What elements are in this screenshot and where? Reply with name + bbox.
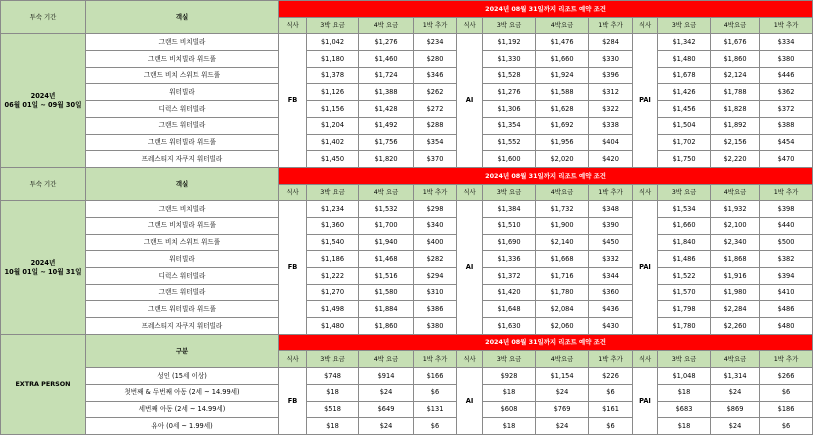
price-cell: $1,884 [359, 301, 414, 318]
price-cell: $1,668 [536, 251, 589, 268]
meal-column-header: 식사 [633, 351, 658, 368]
promo-banner: 2024년 08월 31일까지 리조트 예약 조건 [279, 1, 813, 18]
price-cell: $1,426 [658, 84, 711, 101]
price-cell: $400 [414, 234, 457, 251]
price-cell: $1,980 [711, 284, 760, 301]
price-cell: $748 [307, 368, 359, 385]
table-row [1, 84, 813, 101]
price-cell: $1,788 [711, 84, 760, 101]
extra-night-header: 1박 추가 [414, 17, 457, 34]
price-cell: $2,100 [711, 217, 760, 234]
price-cell: $1,360 [307, 217, 359, 234]
period-year: 2024년 [30, 92, 56, 101]
price-cell: $1,660 [536, 51, 589, 68]
price-cell: $1,724 [359, 67, 414, 84]
table-row [1, 134, 813, 151]
price-cell: $1,420 [483, 284, 536, 301]
price-cell: $2,060 [536, 318, 589, 335]
table-row [1, 67, 813, 84]
room-type-cell: 워터빌라 [86, 251, 279, 268]
price-cell: $334 [760, 34, 813, 51]
price-cell: $234 [414, 34, 457, 51]
extra-night-header: 1박 추가 [414, 184, 457, 201]
price-cell: $330 [589, 51, 633, 68]
price-cell: $24 [359, 384, 414, 401]
room-type-cell: 세번째 아동 (2세 ~ 14.99세) [86, 401, 279, 418]
rate-3-nights-header: 3박 요금 [658, 351, 711, 368]
price-cell: $1,192 [483, 34, 536, 51]
price-cell: $1,516 [359, 268, 414, 285]
table-row [1, 34, 813, 51]
room-type-cell: 성인 (15세 이상) [86, 368, 279, 385]
price-cell: $394 [760, 268, 813, 285]
price-cell: $410 [760, 284, 813, 301]
rate-4-nights-header: 4박 요금 [359, 351, 414, 368]
price-cell: $1,690 [483, 234, 536, 251]
price-cell: $310 [414, 284, 457, 301]
price-cell: $226 [589, 368, 633, 385]
rate-3-nights-header: 3박 요금 [307, 17, 359, 34]
price-cell: $404 [589, 134, 633, 151]
price-cell: $18 [483, 418, 536, 435]
meal-column-header: 식사 [279, 351, 307, 368]
price-cell: $1,336 [483, 251, 536, 268]
room-type-cell: 그랜드 비치빌라 [86, 34, 279, 51]
price-cell: $1,186 [307, 251, 359, 268]
room-header: 객실 [86, 167, 279, 200]
price-cell: $322 [589, 101, 633, 118]
price-cell: $1,860 [359, 318, 414, 335]
room-type-cell: 그랜드 워터빌라 위드풀 [86, 134, 279, 151]
price-cell: $382 [760, 251, 813, 268]
price-cell: $18 [307, 384, 359, 401]
price-cell: $1,532 [359, 201, 414, 218]
price-cell: $298 [414, 201, 457, 218]
price-cell: $1,306 [483, 101, 536, 118]
price-cell: $1,900 [536, 217, 589, 234]
extra-night-header: 1박 추가 [414, 351, 457, 368]
price-cell: $1,660 [658, 217, 711, 234]
table-row [1, 201, 813, 218]
period-year: 2024년 [30, 258, 56, 267]
price-cell: $1,924 [536, 67, 589, 84]
rate-4-nights-header: 4박요금 [536, 184, 589, 201]
price-cell: $1,378 [307, 67, 359, 84]
meal-column-header: 식사 [457, 184, 483, 201]
price-cell: $1,820 [359, 151, 414, 168]
table-row [1, 234, 813, 251]
price-cell: $518 [307, 401, 359, 418]
price-cell: $390 [589, 217, 633, 234]
price-cell: $446 [760, 67, 813, 84]
price-cell: $1,342 [658, 34, 711, 51]
table-row [1, 251, 813, 268]
table-row [1, 301, 813, 318]
room-type-cell: 디럭스 워터빌라 [86, 268, 279, 285]
price-cell: $360 [589, 284, 633, 301]
price-cell: $24 [536, 418, 589, 435]
price-cell: $1,840 [658, 234, 711, 251]
price-cell: $1,270 [307, 284, 359, 301]
table-row [1, 101, 813, 118]
price-cell: $1,486 [658, 251, 711, 268]
price-cell: $266 [760, 368, 813, 385]
price-cell: $1,468 [359, 251, 414, 268]
extra-night-header: 1박 추가 [589, 351, 633, 368]
meal-column-header: 식사 [279, 17, 307, 34]
price-cell: $2,084 [536, 301, 589, 318]
meal-plan-pai: PAI [633, 368, 658, 435]
price-cell: $380 [414, 318, 457, 335]
meal-plan-pai: PAI [633, 201, 658, 335]
rate-4-nights-header: 4박요금 [711, 17, 760, 34]
table-row [1, 318, 813, 335]
price-cell: $2,340 [711, 234, 760, 251]
price-cell: $386 [414, 301, 457, 318]
room-type-cell: 그랜드 워터빌라 위드풀 [86, 301, 279, 318]
table-row [1, 401, 813, 418]
price-cell: $332 [589, 251, 633, 268]
price-cell: $1,276 [359, 34, 414, 51]
extra-night-header: 1박 추가 [589, 17, 633, 34]
price-cell: $398 [760, 201, 813, 218]
price-cell: $1,540 [307, 234, 359, 251]
price-cell: $440 [760, 217, 813, 234]
price-cell: $1,798 [658, 301, 711, 318]
period-range: 10월 01일 ~ 10월 31일 [4, 267, 82, 276]
price-cell: $1,276 [483, 84, 536, 101]
price-cell: $24 [359, 418, 414, 435]
price-cell: $6 [589, 418, 633, 435]
price-cell: $131 [414, 401, 457, 418]
price-cell: $430 [589, 318, 633, 335]
rate-3-nights-header: 3박 요금 [658, 17, 711, 34]
price-cell: $346 [414, 67, 457, 84]
price-cell: $280 [414, 51, 457, 68]
price-cell: $340 [414, 217, 457, 234]
price-cell: $1,700 [359, 217, 414, 234]
price-cell: $1,780 [658, 318, 711, 335]
rate-3-nights-header: 3박 요금 [307, 184, 359, 201]
price-cell: $470 [760, 151, 813, 168]
room-type-cell: 그랜드 비치빌라 위드풀 [86, 217, 279, 234]
rate-3-nights-header: 3박 요금 [483, 184, 536, 201]
rate-3-nights-header: 3박 요금 [483, 351, 536, 368]
price-cell: $288 [414, 117, 457, 134]
price-cell: $186 [760, 401, 813, 418]
price-cell: $1,678 [658, 67, 711, 84]
price-cell: $1,940 [359, 234, 414, 251]
stay-period-cell [1, 201, 86, 335]
table-row [1, 368, 813, 385]
price-cell: $24 [536, 384, 589, 401]
price-cell: $1,860 [711, 51, 760, 68]
room-type-cell: 유아 (0세 ~ 1.99세) [86, 418, 279, 435]
room-type-cell: 그랜드 비치빌라 [86, 201, 279, 218]
meal-column-header: 식사 [457, 17, 483, 34]
price-cell: $1,042 [307, 34, 359, 51]
price-cell: $1,692 [536, 117, 589, 134]
meal-column-header: 식사 [633, 17, 658, 34]
price-cell: $1,456 [658, 101, 711, 118]
price-cell: $18 [658, 418, 711, 435]
price-cell: $1,716 [536, 268, 589, 285]
price-cell: $1,780 [536, 284, 589, 301]
price-cell: $500 [760, 234, 813, 251]
header-row [1, 334, 813, 351]
price-cell: $1,504 [658, 117, 711, 134]
room-type-cell: 그랜드 워터빌라 [86, 117, 279, 134]
rate-4-nights-header: 4박요금 [536, 351, 589, 368]
price-cell: $2,220 [711, 151, 760, 168]
price-cell: $344 [589, 268, 633, 285]
price-cell: $6 [760, 418, 813, 435]
extra-night-header: 1박 추가 [760, 17, 813, 34]
extra-person-label: EXTRA PERSON [1, 334, 86, 434]
price-cell: $6 [589, 384, 633, 401]
price-cell: $388 [760, 117, 813, 134]
price-cell: $370 [414, 151, 457, 168]
extra-night-header: 1박 추가 [760, 184, 813, 201]
rate-3-nights-header: 3박 요금 [483, 17, 536, 34]
price-cell: $1,702 [658, 134, 711, 151]
price-cell: $1,498 [307, 301, 359, 318]
price-cell: $928 [483, 368, 536, 385]
price-cell: $161 [589, 401, 633, 418]
price-cell: $486 [760, 301, 813, 318]
price-cell: $869 [711, 401, 760, 418]
price-cell: $1,492 [359, 117, 414, 134]
table-row [1, 151, 813, 168]
price-cell: $1,580 [359, 284, 414, 301]
meal-column-header: 식사 [633, 184, 658, 201]
price-cell: $380 [760, 51, 813, 68]
price-cell: $2,284 [711, 301, 760, 318]
price-cell: $450 [589, 234, 633, 251]
price-cell: $6 [414, 418, 457, 435]
table-row [1, 117, 813, 134]
price-cell: $18 [307, 418, 359, 435]
price-cell: $312 [589, 84, 633, 101]
price-cell: $6 [414, 384, 457, 401]
rate-4-nights-header: 4박요금 [711, 184, 760, 201]
category-header: 구분 [86, 334, 279, 367]
price-cell: $480 [760, 318, 813, 335]
price-cell: $1,750 [658, 151, 711, 168]
price-cell: $1,372 [483, 268, 536, 285]
meal-plan-ai: AI [457, 201, 483, 335]
promo-banner: 2024년 08월 31일까지 리조트 예약 조건 [279, 167, 813, 184]
price-cell: $1,480 [658, 51, 711, 68]
price-cell: $436 [589, 301, 633, 318]
meal-plan-fb: FB [279, 368, 307, 435]
table-row [1, 51, 813, 68]
price-cell: $282 [414, 251, 457, 268]
room-type-cell: 프레스티지 자쿠지 워터빌라 [86, 151, 279, 168]
price-cell: $1,048 [658, 368, 711, 385]
price-cell: $1,222 [307, 268, 359, 285]
price-cell: $1,330 [483, 51, 536, 68]
price-cell: $1,570 [658, 284, 711, 301]
price-cell: $1,354 [483, 117, 536, 134]
price-cell: $649 [359, 401, 414, 418]
meal-column-header: 식사 [279, 184, 307, 201]
price-cell: $24 [711, 418, 760, 435]
price-cell: $1,388 [359, 84, 414, 101]
rate-4-nights-header: 4박 요금 [359, 17, 414, 34]
price-cell: $1,450 [307, 151, 359, 168]
price-cell: $1,476 [536, 34, 589, 51]
price-cell: $1,828 [711, 101, 760, 118]
extra-night-header: 1박 추가 [760, 351, 813, 368]
meal-plan-ai: AI [457, 368, 483, 435]
price-cell: $6 [760, 384, 813, 401]
rate-4-nights-header: 4박요금 [536, 17, 589, 34]
room-type-cell: 그랜드 비치 스위트 위드풀 [86, 234, 279, 251]
rate-4-nights-header: 4박요금 [711, 351, 760, 368]
meal-plan-pai: PAI [633, 34, 658, 168]
price-cell: $1,588 [536, 84, 589, 101]
price-cell: $396 [589, 67, 633, 84]
price-cell: $1,180 [307, 51, 359, 68]
price-cell: $1,552 [483, 134, 536, 151]
price-cell: $1,154 [536, 368, 589, 385]
header-row [1, 1, 813, 18]
room-type-cell: 첫번째 & 두번째 아동 (2세 ~ 14.99세) [86, 384, 279, 401]
price-cell: $1,932 [711, 201, 760, 218]
price-cell: $1,156 [307, 101, 359, 118]
price-cell: $2,020 [536, 151, 589, 168]
table-row [1, 384, 813, 401]
price-cell: $769 [536, 401, 589, 418]
price-cell: $1,428 [359, 101, 414, 118]
price-cell: $284 [589, 34, 633, 51]
room-type-cell: 그랜드 비치 스위트 위드풀 [86, 67, 279, 84]
price-cell: $18 [483, 384, 536, 401]
price-cell: $1,460 [359, 51, 414, 68]
price-cell: $420 [589, 151, 633, 168]
price-cell: $608 [483, 401, 536, 418]
price-cell: $1,868 [711, 251, 760, 268]
price-cell: $1,956 [536, 134, 589, 151]
table-row [1, 217, 813, 234]
stay-period-cell [1, 34, 86, 168]
price-cell: $1,384 [483, 201, 536, 218]
stay-period-header: 투숙 기간 [1, 167, 86, 200]
price-cell: $1,402 [307, 134, 359, 151]
room-type-cell: 그랜드 워터빌라 [86, 284, 279, 301]
price-cell: $2,124 [711, 67, 760, 84]
price-cell: $1,756 [359, 134, 414, 151]
meal-plan-ai: AI [457, 34, 483, 168]
rate-4-nights-header: 4박 요금 [359, 184, 414, 201]
price-cell: $1,648 [483, 301, 536, 318]
rate-3-nights-header: 3박 요금 [307, 351, 359, 368]
price-cell: $1,676 [711, 34, 760, 51]
table-row [1, 268, 813, 285]
room-header: 객실 [86, 1, 279, 34]
price-cell: $354 [414, 134, 457, 151]
price-cell: $18 [658, 384, 711, 401]
price-cell: $1,528 [483, 67, 536, 84]
price-cell: $338 [589, 117, 633, 134]
price-cell: $1,314 [711, 368, 760, 385]
price-cell: $1,126 [307, 84, 359, 101]
price-cell: $166 [414, 368, 457, 385]
price-cell: $1,234 [307, 201, 359, 218]
price-cell: $372 [760, 101, 813, 118]
table-row [1, 418, 813, 435]
price-cell: $1,522 [658, 268, 711, 285]
price-cell: $1,510 [483, 217, 536, 234]
room-type-cell: 프레스티지 자쿠지 워터빌라 [86, 318, 279, 335]
price-cell: $2,260 [711, 318, 760, 335]
price-cell: $24 [711, 384, 760, 401]
price-cell: $1,916 [711, 268, 760, 285]
price-cell: $2,140 [536, 234, 589, 251]
price-cell: $2,156 [711, 134, 760, 151]
price-cell: $348 [589, 201, 633, 218]
price-cell: $1,534 [658, 201, 711, 218]
price-cell: $262 [414, 84, 457, 101]
price-cell: $1,732 [536, 201, 589, 218]
price-cell: $294 [414, 268, 457, 285]
price-cell: $362 [760, 84, 813, 101]
table-row [1, 284, 813, 301]
price-cell: $1,628 [536, 101, 589, 118]
price-cell: $1,600 [483, 151, 536, 168]
price-cell: $914 [359, 368, 414, 385]
room-type-cell: 워터빌라 [86, 84, 279, 101]
price-cell: $1,892 [711, 117, 760, 134]
price-cell: $272 [414, 101, 457, 118]
extra-night-header: 1박 추가 [589, 184, 633, 201]
meal-column-header: 식사 [457, 351, 483, 368]
header-row [1, 167, 813, 184]
meal-plan-fb: FB [279, 201, 307, 335]
meal-plan-fb: FB [279, 34, 307, 168]
promo-banner: 2024년 08월 31일까지 리조트 예약 조건 [279, 334, 813, 351]
price-cell: $1,204 [307, 117, 359, 134]
price-cell: $1,630 [483, 318, 536, 335]
period-range: 06월 01일 ~ 09월 30일 [4, 100, 82, 109]
rate-3-nights-header: 3박 요금 [658, 184, 711, 201]
price-cell: $683 [658, 401, 711, 418]
price-cell: $1,480 [307, 318, 359, 335]
price-cell: $454 [760, 134, 813, 151]
room-type-cell: 그랜드 비치빌라 위드풀 [86, 51, 279, 68]
room-type-cell: 디럭스 워터빌라 [86, 101, 279, 118]
stay-period-header: 투숙 기간 [1, 1, 86, 34]
